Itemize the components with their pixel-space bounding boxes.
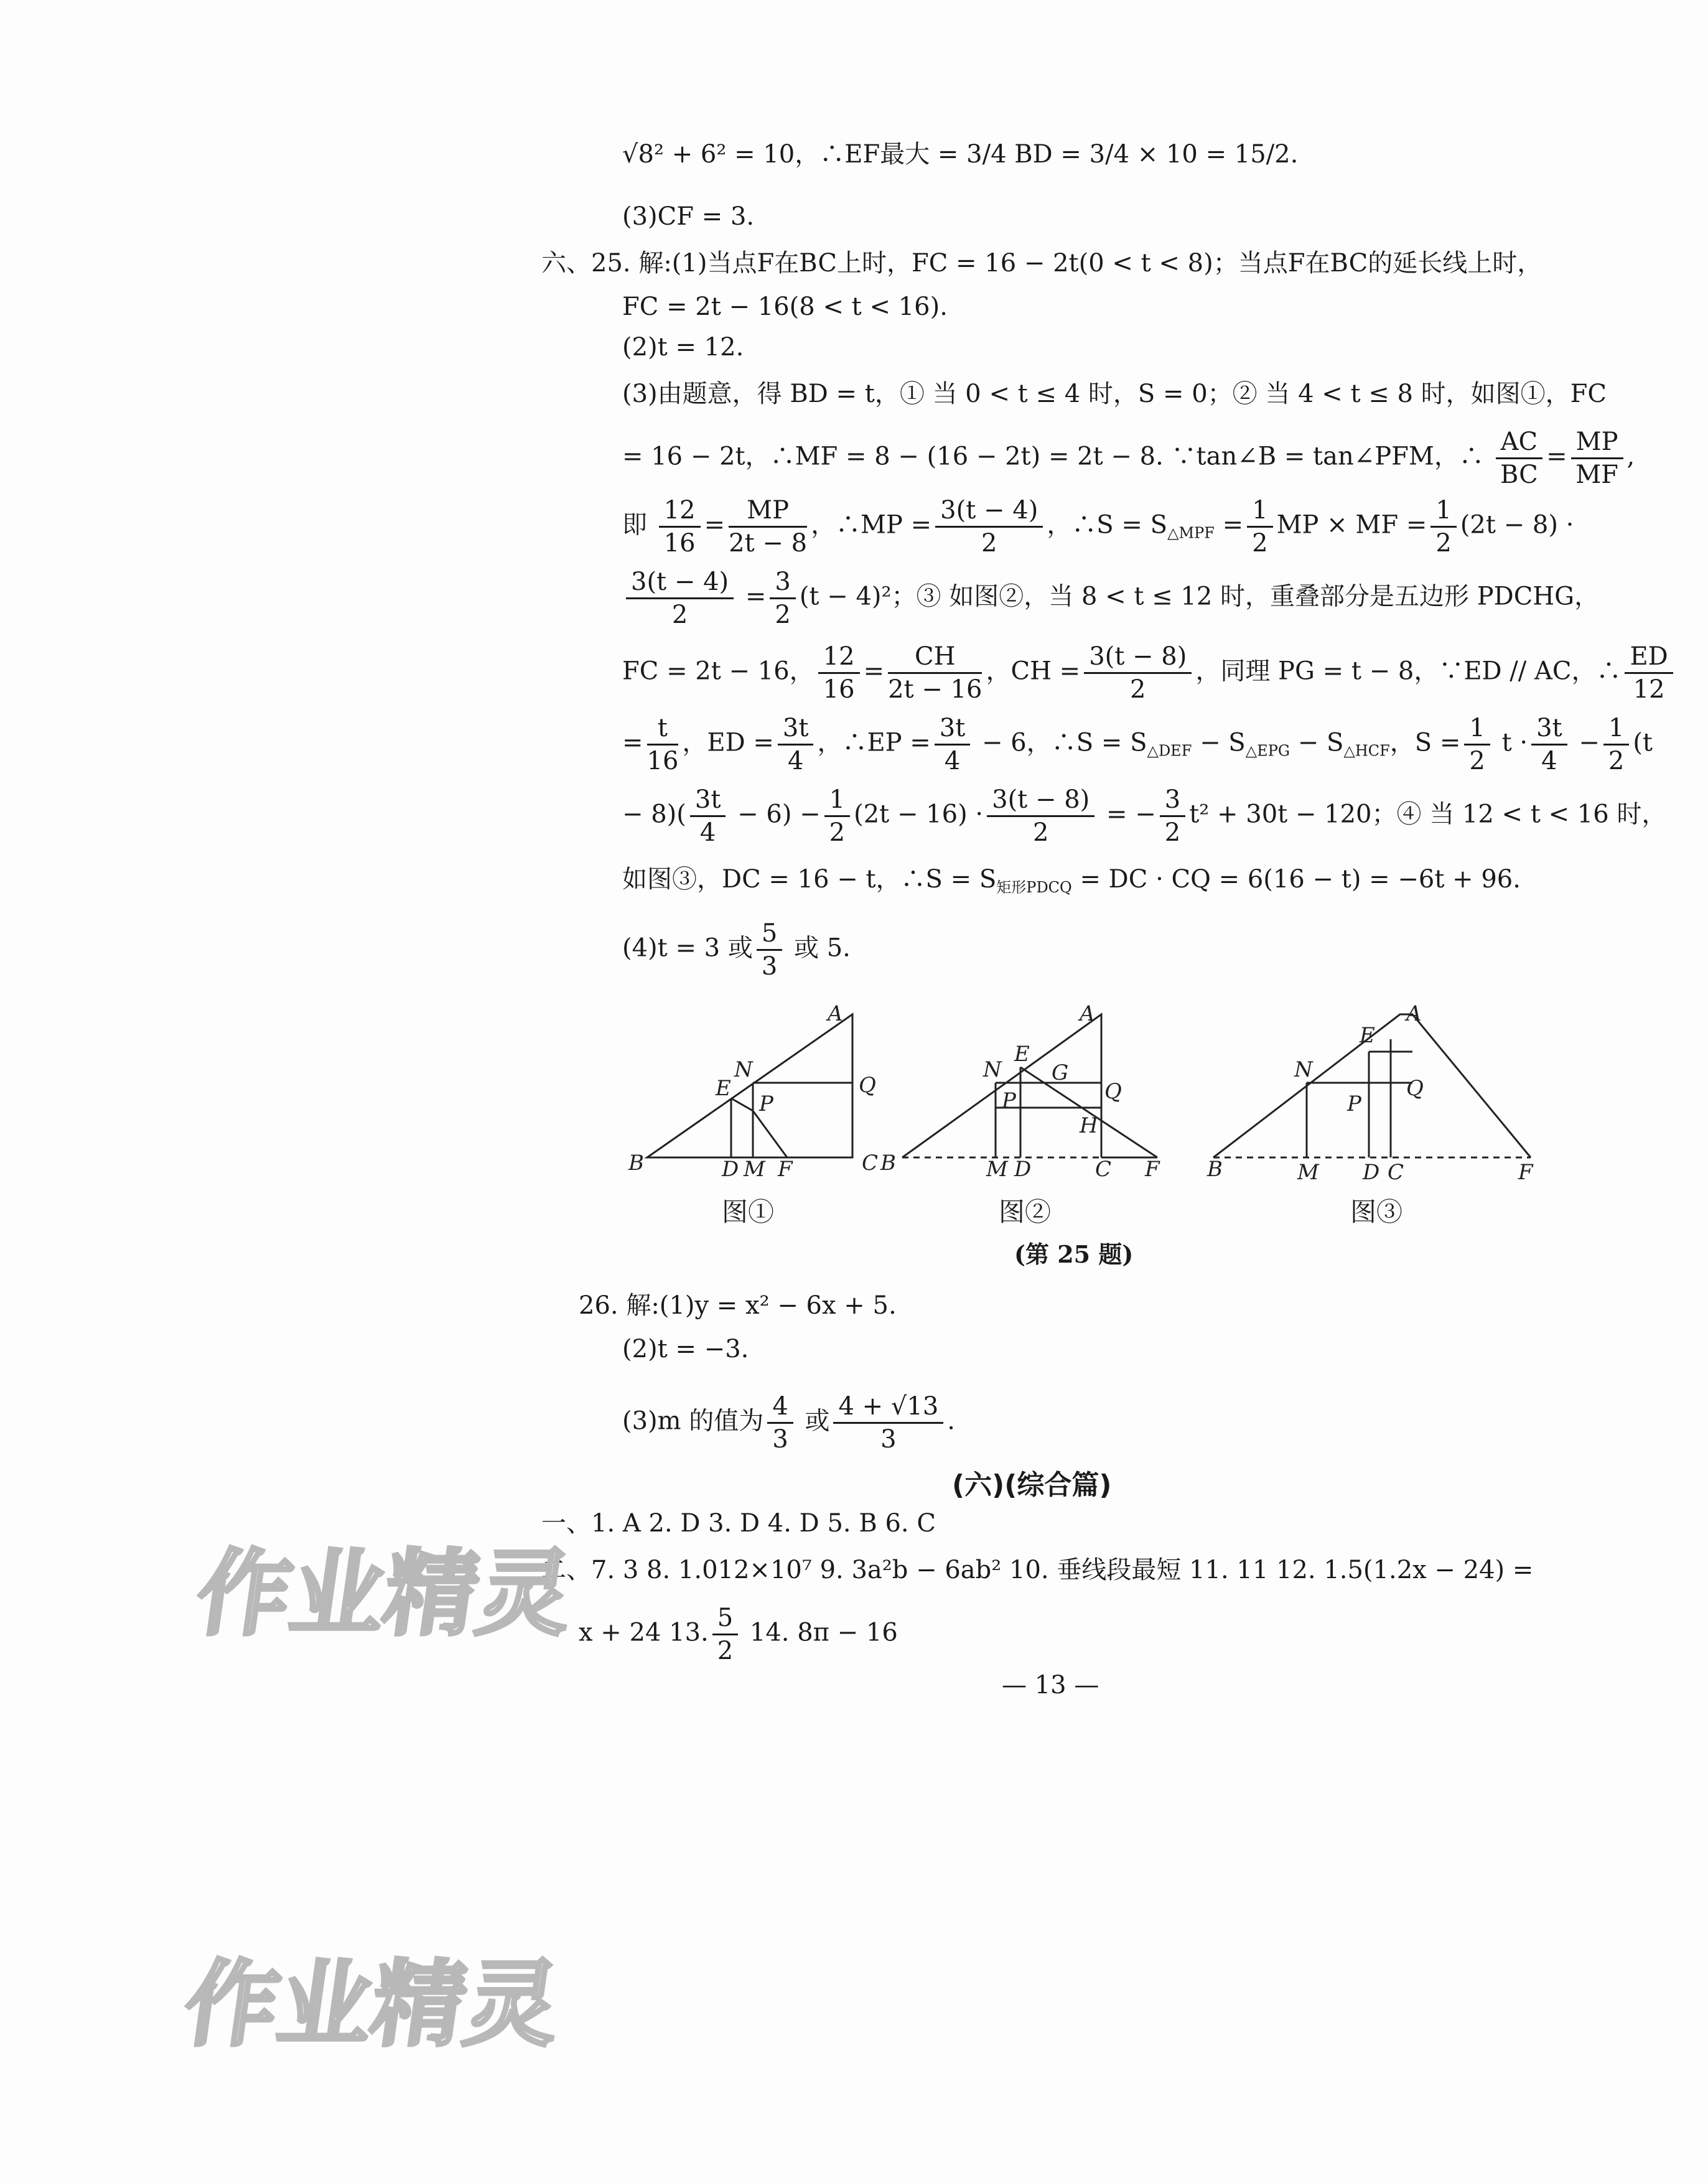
answer-line-17 [622,1391,955,1455]
line-text: 如图③，DC = 16 − t，∴S = S [622,865,997,894]
label-P: P [1002,1088,1016,1113]
answer-line-9 [622,566,1599,630]
line-text: − 6) − [729,800,821,829]
denominator: 2 [1469,747,1485,775]
denominator: 2 [829,818,846,847]
label-Q: Q [1104,1079,1122,1104]
line-text: = DC · CQ = 6(16 − t) = −6t + 96. [1071,865,1521,894]
label-A: A [828,1001,843,1026]
line-text: (3)m 的值为 [622,1406,764,1436]
answer-line-5 [622,330,744,365]
fraction [888,641,982,705]
denominator: 2 [1435,529,1452,558]
fraction [1430,495,1456,559]
subscript: △HCF [1343,742,1390,760]
fraction [757,918,782,982]
line-text: x + 24 13. [579,1618,709,1647]
line-text: 六、25. 解:(1)当点F在BC上时，FC = 16 − 2t(0 < t < 8)；当点F在BC的延长线上时， [541,249,1542,278]
label-D: D [1014,1157,1032,1182]
denominator: 2t − 16 [888,675,982,704]
numerator: ED [1625,641,1673,674]
fraction [712,1602,738,1666]
fraction [1084,641,1192,705]
line-text: = − [1098,800,1156,829]
denominator: 4 [787,747,804,775]
numerator: 3(t − 8) [1084,641,1192,674]
numerator: 1 [1603,713,1629,746]
answer-line-1 [622,137,1298,172]
denominator: 16 [646,747,679,775]
label-D: D [722,1157,739,1182]
answer-line-15 [579,1288,897,1323]
fraction [1603,713,1629,777]
line-text: 或 5. [786,933,851,963]
answer-line-8: 即 $\frac{12}{16}$ = $\frac{MP}{2t - 8}$ ，∴MP = $\frac{3(t - 4)}{2}$ ，∴S = $S_{\triangle MPF}$ = $\frac{1}{2}$ MP × MF = $\frac{1}{2}$ (2t − 8) · [622,496,1574,558]
fraction [935,495,1043,559]
fraction [1160,784,1185,848]
label-N: N [1294,1057,1313,1082]
numerator: MP [1571,426,1623,459]
denominator: 2 [1130,675,1146,704]
answer-line-11 [622,713,1653,777]
figure-1-caption: 图① [722,1197,775,1227]
fraction [818,641,860,705]
numerator: 5 [712,1602,738,1635]
fraction [1625,641,1673,705]
label-B: B [628,1151,644,1176]
figure-25-caption: (第 25 题) [1014,1240,1134,1268]
line-text: ，CH = [986,657,1081,686]
label-H: H [1080,1113,1098,1138]
figure-2-caption: 图② [999,1197,1052,1227]
fraction [824,784,850,848]
numerator: 3t [935,713,971,746]
numerator: 1 [1464,713,1490,746]
line-text: ，∴MP = [811,510,932,540]
denominator: 3 [761,952,778,981]
numerator: 3(t − 8) [987,784,1094,817]
numerator: 1 [1430,495,1456,528]
line-text: − 8)( [622,800,686,829]
denominator: 2 [717,1637,734,1665]
denominator: BC [1500,460,1538,489]
numerator: 3(t − 4) [626,566,734,599]
denominator: 2 [981,529,997,558]
line-text: ，∴S = S [1047,510,1168,540]
line-text: MP × MF = [1276,510,1427,540]
page-number: — 13 — [1002,1671,1099,1699]
line-text: ，同理 PG = t − 8，∵ED // AC，∴ [1195,657,1622,686]
fraction [729,495,807,559]
fraction [1496,426,1543,490]
line-text: t · [1493,728,1528,757]
numerator: 12 [818,641,860,674]
numerator: 3 [770,566,795,599]
denominator: 2 [1252,529,1268,558]
figure-3-caption: 图③ [1350,1197,1403,1227]
label-D: D [1363,1160,1380,1185]
label-B: B [880,1151,896,1176]
label-Q: Q [1406,1076,1424,1101]
line-text: 或 [796,1406,830,1436]
fraction [1531,713,1567,777]
answer-line-14 [622,918,851,982]
answer-line-7: = 16 − 2t，∴MF = 8 − (16 − 2t) = 2t − 8. ∵tan∠B = tan∠PFM，∴ $\frac{AC}{BC}$ = $\frac{MP}{MF}$ , [622,428,1635,489]
denominator: 4 [1541,747,1557,775]
answer-line-3 [541,246,1542,281]
label-M: M [1297,1160,1319,1185]
watermark: 作业精灵 [190,1540,579,1648]
line-text: − 6，∴S = S [974,728,1147,757]
denominator: MF [1575,460,1618,489]
answer-line-12 [622,784,1666,848]
label-M: M [986,1157,1008,1182]
label-C: C [1095,1157,1112,1182]
line-text: (t [1633,728,1653,757]
line-text: FC = 2t − 16(8 < t < 16). [622,292,948,321]
numerator: AC [1496,426,1543,459]
line-text: (2)t = 12. [622,333,744,362]
denominator: 3 [772,1425,788,1454]
answer-line-18 [541,1506,936,1541]
label-E: E [716,1076,731,1101]
denominator: 4 [699,818,716,847]
line-text: = [737,582,767,611]
section-title: (六)(综合篇) [952,1469,1112,1501]
label-F: F [778,1157,793,1182]
numerator: 3(t − 4) [935,495,1043,528]
label-A: A [1406,1001,1422,1026]
denominator: 2t − 8 [729,529,808,558]
label-C: C [1388,1160,1404,1185]
label-C: C [862,1151,879,1176]
numerator: 4 + √13 [833,1391,943,1424]
label-F: F [1145,1157,1160,1182]
fraction [690,784,726,848]
fraction [833,1391,943,1455]
numerator: 3t [690,784,726,817]
numerator: MP [729,495,807,528]
label-N: N [734,1057,753,1082]
fraction [626,566,734,630]
numerator: 5 [757,918,782,951]
denominator: 16 [663,529,696,558]
denominator: 2 [1032,818,1049,847]
numerator: 3t [778,713,814,746]
fraction [647,713,679,777]
subscript: △MPF [1167,524,1215,542]
answer-line-10: FC = 2t − 16， $\frac{12}{16}$ = $\frac{CH}{2t - 16}$ ，CH = $\frac{3(t - 8)}{2}$ ，同理 PG = t − 8，∵ED // AC，∴ $\frac{ED}{12}$ [622,641,1677,705]
denominator: 3 [880,1425,897,1454]
fraction [935,713,971,777]
numerator: 1 [1247,495,1272,528]
fraction [659,495,701,559]
line-text: (3)由题意，得 BD = t，① 当 0 < t ≤ 4 时，S = 0；② 当 4 < t ≤ 8 时，如图①，FC [622,380,1607,408]
numerator: 12 [659,495,701,528]
line-text: = [622,728,643,757]
label-E: E [1360,1023,1375,1048]
label-P: P [759,1092,773,1116]
denominator: 12 [1633,675,1665,704]
answer-line-4 [622,289,948,324]
label-N: N [983,1057,1002,1082]
numerator: 4 [767,1391,793,1424]
fraction [770,566,795,630]
label-P: P [1347,1092,1361,1116]
line-text: 即 [622,510,647,540]
line-text: − [1570,728,1600,757]
line-text: 一、1. A 2. D 3. D 4. D 5. B 6. C [541,1509,936,1538]
denominator: 4 [944,747,961,775]
answer-line-2 [622,199,754,234]
line-text: 26. 解:(1)y = x² − 6x + 5. [579,1291,897,1320]
denominator: 16 [823,675,855,704]
numerator: 1 [824,784,850,817]
subscript: 矩形PDCQ [996,879,1072,896]
line-text: (2t − 8) · [1460,510,1574,540]
numerator: 3 [1160,784,1185,817]
label-E: E [1014,1042,1030,1067]
line-text: t² + 30t − 120；④ 当 12 < t < 16 时， [1189,800,1667,829]
label-Q: Q [859,1073,876,1098]
numerator: CH [888,641,982,674]
answer-line-6 [622,376,1607,411]
fraction [1571,426,1623,490]
subscript: △DEF [1147,742,1192,760]
line-text: ，S = [1389,728,1461,757]
numerator: t [647,713,679,746]
line-text: ，∴EP = [817,728,931,757]
label-F: F [1518,1160,1533,1185]
line-text: 14. 8π − 16 [742,1618,898,1647]
line-text: (t − 4)²；③ 如图②，当 8 < t ≤ 12 时，重叠部分是五边形 PDCHG， [799,582,1600,611]
line-text: 二、7. 3 8. 1.012×10⁷ 9. 3a²b − 6ab² 10. 垂线段最短 11. 11 12. 1.5(1.2x − 24) = [541,1556,1534,1584]
fraction [987,784,1094,848]
denominator: 2 [775,601,791,629]
fraction [1464,713,1490,777]
line-text: √8² + 6² = 10，∴EF最大 = 3/4 BD = 3/4 × 10 = 15/2. [622,140,1299,169]
line-text: − S [1290,728,1344,757]
line-text: (4)t = 3 或 [622,933,753,963]
line-text: = 16 − 2t，∴MF = 8 − (16 − 2t) = 2t − 8. ∵tan∠B = tan∠PFM，∴ [622,442,1484,471]
line-text: − S [1192,728,1246,757]
answer-line-19 [541,1553,1533,1587]
fraction [767,1391,793,1455]
denominator: 2 [1608,747,1625,775]
line-text: = [1214,510,1244,540]
watermark: 作业精灵 [177,1951,567,2059]
answer-line-13 [622,862,1521,905]
line-text: (2)t = −3. [622,1335,749,1363]
line-text: . [947,1406,955,1436]
subscript: △EPG [1245,742,1290,760]
answer-line-20 [579,1602,898,1666]
line-text: ，ED = [682,728,774,757]
fraction [778,713,814,777]
denominator: 2 [1164,818,1181,847]
answer-line-16 [622,1332,749,1367]
line-text: FC = 2t − 16， [622,657,814,686]
label-M: M [744,1157,765,1182]
label-G: G [1052,1060,1069,1085]
numerator: 3t [1531,713,1567,746]
denominator: 2 [671,601,688,629]
line-text: (3)CF = 3. [622,202,755,231]
line-text: (2t − 16) · [854,800,984,829]
label-B: B [1207,1157,1223,1182]
fraction [1247,495,1272,559]
label-A: A [1080,1001,1095,1026]
